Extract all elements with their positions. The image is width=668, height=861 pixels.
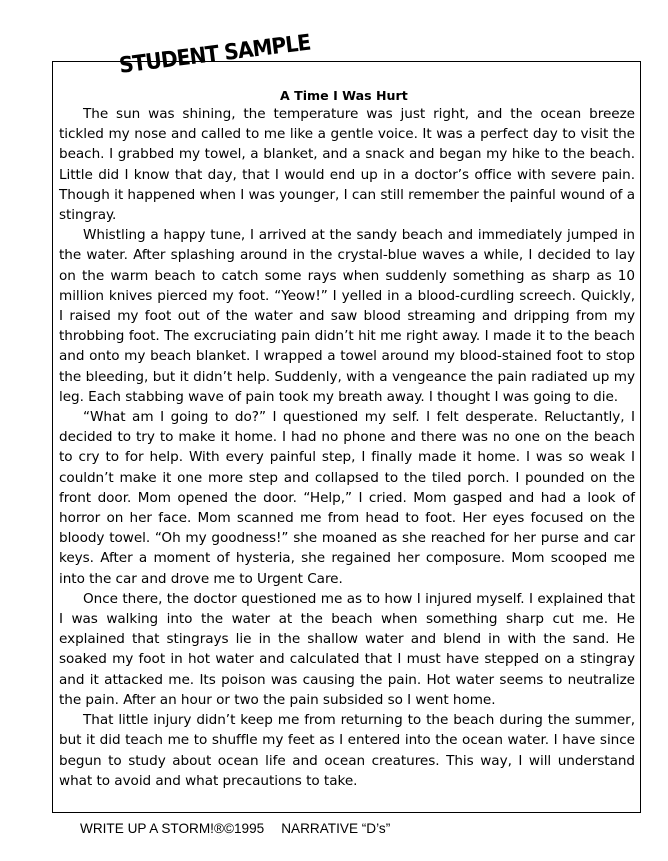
- paragraph-2: Whistling a happy tune, I arrived at the sandy beach and immediately jumped in the water. After splashing around in the crystal-blue waves a while, I decided to lay on the warm beach to catch some rays when suddenly something as sharp as 10 million knives pierced my foot. “Yeow!” I yelled in a blood-curdling screech. Quickly, I raised my foot out of the water and saw blood streaming and dripping from my throbbing foot. The excruciating pain didn’t hit me right away. I made it to the beach and onto my beach blanket. I wrapped a towel around my blood-stained foot to stop the bleeding, but it didn’t help. Suddenly, with a vengeance the pain radiated up my leg. Each stabbing wave of pain took my breath away. I thought I was going to die.: [59, 227, 635, 405]
- footer-section-label: NARRATIVE “D’s”: [281, 821, 391, 836]
- essay-title: A Time I Was Hurt: [280, 88, 408, 103]
- paragraph-1: The sun was shining, the temperature was just right, and the ocean breeze tickled my nose and called to me like a gentle voice. It was a perfect day to visit the beach. I grabbed my towel, a blanket, and a snack and began my hike to the beach. Little did I know that day, that I would end up in a doctor’s office with severe pain. Though it happened when I was younger, I can still remember the painful wound of a stingray.: [59, 106, 635, 224]
- footer-copyright: WRITE UP A STORM!®©1995: [80, 821, 265, 836]
- essay-body: [59, 104, 635, 791]
- paragraph-4: Once there, the doctor questioned me as to how I injured myself. I explained that I was walking into the water at the beach when something sharp cut me. He explained that stingrays lie in the shallow water and blend in with the sand. He soaked my foot in hot water and calculated that I must have stepped on a stingray and it attacked me. Its poison was causing the pain. Hot water seems to neutralize the pain. After an hour or two the pain subsided so I went home.: [59, 590, 635, 708]
- paragraph-3: “What am I going to do?” I questioned my self. I felt desperate. Reluctantly, I decided to try to make it home. I had no phone and there was no one on the beach to cry to for help. With every painful step, I finally made it home. I was so weak I couldn’t make it one more step and collapsed to the tiled porch. I pounded on the front door. Mom opened the door. “Help,” I cried. Mom gasped and had a look of horror on her face. Mom scanned me from head to foot. Her eyes focused on the bloody towel. “Oh my goodness!” she moaned as she reached for her purse and car keys. After a moment of hysteria, she regained her composure. Mom scooped me into the car and drove me to Urgent Care.: [59, 409, 635, 587]
- paragraph-5: That little injury didn’t keep me from returning to the beach during the summer, but it did teach me to shuffle my feet as I entered into the ocean water. I have since begun to study about ocean life and ocean creatures. This way, I will understand what to avoid and what precautions to take.: [59, 712, 635, 789]
- page-footer: [80, 821, 390, 836]
- student-sample-stamp: STUDENT SAMPLE: [117, 30, 312, 79]
